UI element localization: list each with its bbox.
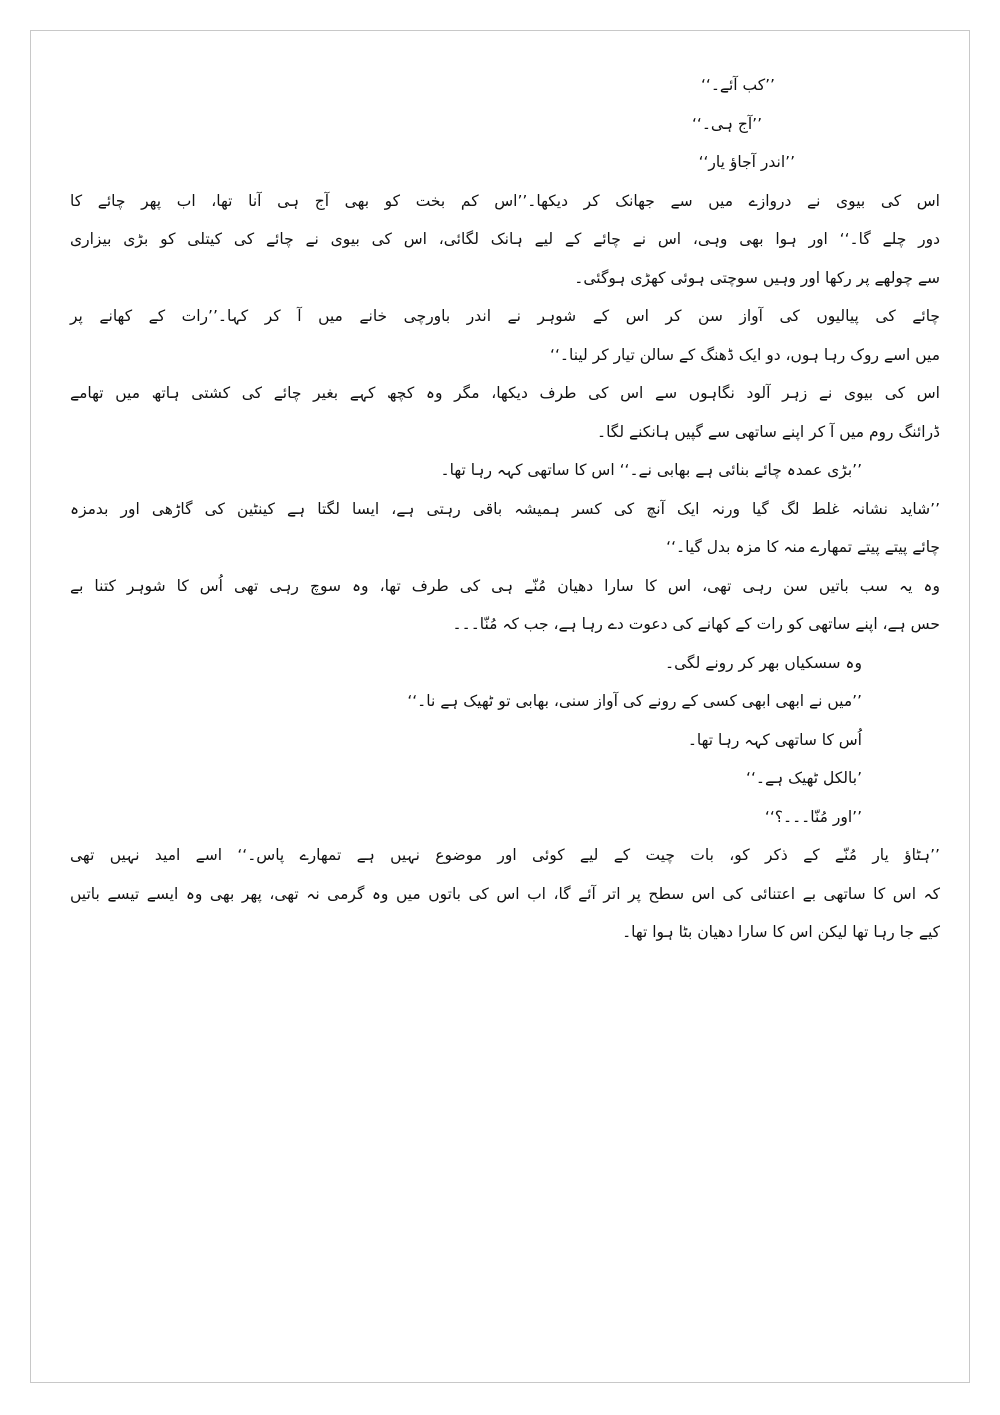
paragraph-line: دور چلے گا۔‘‘ اور ہوا بھی وہی، اس نے چائے کے لیے ہانک لگائی، اس کی بیوی نے چائے کی کیتلی کو بڑی بیزاری bbox=[70, 230, 940, 248]
dialog-line: ’’کب آئے۔‘‘ bbox=[700, 76, 775, 94]
paragraph-line: حس ہے، اپنے ساتھی کو رات کے کھانے کی دعوت دے رہا ہے، جب کہ مُنّا۔۔۔ bbox=[452, 615, 940, 633]
dialog-line: ’’اور مُنّا۔۔۔؟‘‘ bbox=[764, 807, 862, 826]
dialog-line: ’بالکل ٹھیک ہے۔‘‘ bbox=[746, 769, 862, 787]
paragraph-line: سے چولھے پر رکھا اور وہیں سوچتی ہوئی کھڑی ہوگئی۔ bbox=[574, 268, 940, 287]
paragraph-line: ’’ہٹاؤ یار مُنّے کے ذکر کو، بات چیت کے لیے کوئی اور موضوع نہیں ہے تمھارے پاس۔‘‘ اسے امید نہیں تھی bbox=[70, 846, 940, 864]
paragraph-line: وہ سسکیاں بھر کر رونے لگی۔ bbox=[665, 653, 862, 672]
paragraph-line: چائے کی پیالیوں کی آواز سن کر اس کے شوہر نے اندر باورچی خانے میں آ کر کہا۔’’رات کے کھانے پر bbox=[70, 307, 940, 325]
paragraph-line: اس کی بیوی نے زہر آلود نگاہوں سے اس کی طرف دیکھا، مگر وہ کچھ کہے بغیر چائے کی کشتی ہاتھ میں تھامے bbox=[70, 384, 940, 402]
dialog-line: ’’میں نے ابھی ابھی کسی کے رونے کی آواز سنی، بھابی تو ٹھیک ہے نا۔‘‘ bbox=[407, 692, 862, 710]
paragraph-line: چائے پیتے پیتے تمھارے منہ کا مزہ بدل گیا۔‘‘ bbox=[666, 538, 940, 556]
paragraph-line: ڈرائنگ روم میں آ کر اپنے ساتھی سے گپیں ہانکنے لگا۔ bbox=[596, 422, 940, 441]
paragraph-line: اُس کا ساتھی کہہ رہا تھا۔ bbox=[687, 730, 862, 749]
paragraph-line: میں اسے روک رہا ہوں، دو ایک ڈھنگ کے سالن تیار کر لینا۔‘‘ bbox=[550, 345, 940, 364]
paragraph-line: اس کی بیوی نے دروازے میں سے جھانک کر دیکھا۔’’اس کم بخت کو بھی آج ہی آنا تھا، اب پھر چائے کا bbox=[70, 191, 940, 210]
paragraph-line: ’’شاید نشانہ غلط لگ گیا ورنہ ایک آنچ کی کسر ہمیشہ باقی رہتی ہے، ایسا لگتا ہے کینٹین کی گاڑھی اور بدمزہ bbox=[70, 499, 940, 518]
dialog-line: ’’اندر آجاؤ یار‘‘ bbox=[698, 153, 795, 171]
paragraph-line: کہ اس کا ساتھی بے اعتنائی کی اس سطح پر اتر آئے گا، اب اس کی باتوں میں وہ گرمی نہ تھی، پھر بھی وہ ایسے تیسے باتیں bbox=[70, 884, 940, 903]
document-body bbox=[70, 66, 940, 952]
paragraph-line: وہ یہ سب باتیں سن رہی تھی، اس کا سارا دھیان مُنّے ہی کی طرف تھا، وہ سوچ رہی تھی اُس کا شوہر کتنا بے bbox=[70, 576, 940, 595]
paragraph-line: کیے جا رہا تھا لیکن اس کا سارا دھیان بٹا ہوا تھا۔ bbox=[622, 923, 940, 941]
dialog-line: ’’بڑی عمدہ چائے بنائی ہے بھابی نے۔‘‘ اس کا ساتھی کہہ رہا تھا۔ bbox=[440, 461, 862, 479]
dialog-line: ’’آج ہی۔‘‘ bbox=[691, 114, 762, 133]
